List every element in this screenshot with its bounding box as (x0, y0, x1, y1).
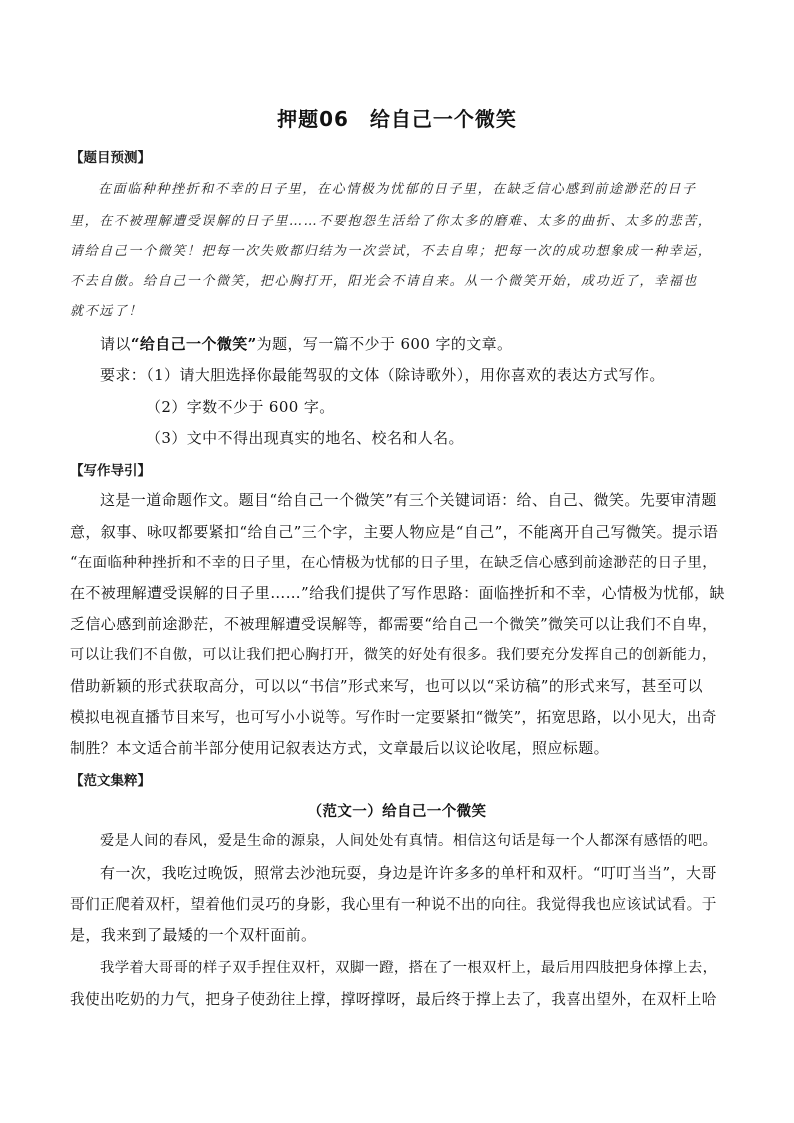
page-title: 押题06 给自己一个微笑 (277, 107, 517, 131)
prompt-line (100, 333, 760, 354)
section-label-prediction: 【题目预测】 (70, 150, 151, 166)
guide-line: 借助新颖的形式获取高分，可以以“书信”形式来写，也可以以“采访稿”的形式来写，甚至可以 (70, 677, 703, 695)
sample-line: 有一次，我吃过晚饭，照常去沙池玩耍，身边是许许多多的单杆和双杆。“叮叮当当”，大哥 (100, 864, 717, 882)
guide-line: 在不被理解遭受误解的日子里……”给我们提供了写作思路：面临挫折和不幸，心情极为忧郁，缺 (70, 584, 725, 602)
sample-line: 我学着大哥哥的样子双手捏住双杆，双脚一蹬，搭在了一根双杆上，最后用四肢把身体撑上去， (100, 960, 718, 976)
sample-line: 是，我来到了最矮的一个双杆面前。 (70, 926, 317, 944)
prediction-line: 不去自傲。给自己一个微笑，把心胸打开，阳光会不请自来。从一个微笑开始，成功近了，幸福也 (70, 274, 698, 289)
sample-line: 爱是人间的春风，爱是生命的源泉，人间处处有真情。相信这句话是每一个人都深有感悟的吧。 (100, 833, 718, 849)
sample-essay-title: （范文一）给自己一个微笑 (307, 803, 487, 820)
guide-line: “在面临种种挫折和不幸的日子里，在心情极为忧郁的日子里，在缺乏信心感到前途渺茫的日子里， (70, 555, 718, 571)
guide-line: 可以让我们不自傲，可以让我们把心胸打开，微笑的好处有很多。我们要充分发挥自己的创新能力， (70, 647, 717, 663)
guide-line: 制胜？本文适合前半部分使用记叙表达方式，文章最后以议论收尾，照应标题。 (70, 739, 610, 757)
requirement-line: （3）文中不得出现真实的地名、校名和人名。 (146, 429, 464, 447)
requirement-line: 要求：（1）请大胆选择你最能驾驭的文体（除诗歌外），用你喜欢的表达方式写作。 (100, 366, 665, 384)
prediction-line: 请给自己一个微笑！把每一次失败都归结为一次尝试，不去自卑；把每一次的成功想象成一种幸运， (70, 244, 713, 259)
guide-line: 意，叙事、咏叹都要紧扣“给自己”三个字，主要人物应是“自己”，不能离开自己写微笑。提示语 (70, 523, 719, 541)
sample-line: 哥们正爬着双杆，望着他们灵巧的身影，我心里有一种说不出的向往。我觉得我也应该试试看。于 (70, 896, 717, 913)
section-label-guide: 【写作导引】 (70, 463, 151, 479)
requirement-line: （2）字数不少于 600 字。 (146, 398, 335, 416)
prediction-line: 在面临种种挫折和不幸的日子里，在心情极为忧郁的日子里，在缺乏信心感到前途渺茫的日子 (98, 182, 697, 197)
prompt-suffix: 为题，写一篇不少于 600 字的文章。 (256, 335, 513, 353)
prompt-prefix: 请以 (100, 335, 131, 353)
guide-line: 模拟电视直播节目来写，也可写小小说等。写作时一定要紧扣“微笑”，拓宽思路，以小见大，出奇 (70, 709, 717, 726)
guide-line: 这是一道命题作文。题目“给自己一个微笑”有三个关键词语：给、自己、微笑。先要审清题 (100, 491, 717, 509)
prediction-line: 里，在不被理解遭受误解的日子里……不要抱怨生活给了你太多的磨难、太多的曲折、太多的悲苦， (70, 214, 713, 229)
prompt-topic: “给自己一个微笑” (130, 335, 257, 353)
guide-line: 乏信心感到前途渺茫，不被理解遭受误解等，都需要“给自己一个微笑”微笑可以让我们不自卑， (70, 615, 718, 633)
sample-line: 我使出吃奶的力气，把身子使劲往上撑，撑呀撑呀，最后终于撑上去了，我喜出望外，在双杆上哈 (70, 991, 717, 1008)
section-label-sample: 【范文集粹】 (70, 773, 151, 789)
prediction-line: 就不远了！ (70, 304, 144, 319)
